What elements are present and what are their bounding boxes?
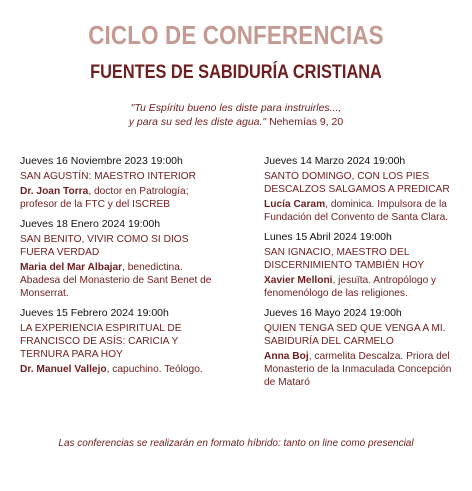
speaker-description: , capuchino. Teólogo. [106,364,203,375]
event-title: LA EXPERIENCIA ESPIRITUAL DE FRANCISCO DE ASÍS: CARICIA Y TERNURA PARA HOY [20,323,182,360]
event-speaker [264,350,464,389]
left-column [20,155,220,383]
speaker-name: Anna Boj [264,351,309,362]
speaker-name: Lucía Caram [264,199,326,210]
footer-note: Las conferencias se realizarán en formato híbrido: tanto on line como presencial [58,438,414,449]
speaker-name: Maria del Mar Albajar [20,262,123,273]
event-title: SAN BENITO, VIVIR COMO SI DIOS FUERA VERDAD [20,234,189,258]
event-date: Jueves 15 Febrero 2024 19:00h [20,307,169,319]
event-date: Jueves 18 Enero 2024 19:00h [20,218,161,230]
page-subtitle: FUENTES DE SABIDURÍA CRISTIANA [90,62,382,83]
event-card [20,307,220,376]
event-title: SAN AGUSTÍN: MAESTRO INTERIOR [20,171,197,182]
event-speaker [20,363,220,376]
speaker-name: Dr. Joan Torra [20,186,89,197]
speaker-description: , dominica. Impulsora de la Fundación del Convento de Santa Clara. [264,199,449,223]
speaker-description: , benedictina. Abadesa del Monasterio de Sant Benet de Monserrat. [20,262,212,299]
quote-reference: Nehemías 9, 20 [269,116,344,128]
event-date: Jueves 16 Mayo 2024 19:00h [264,307,402,319]
quote-line-1: "Tu Espíritu bueno les diste para instruirles..., [130,102,342,114]
event-title: QUIEN TENGA SED QUE VENGA A MI. SABIDURÍA DEL CARMELO [264,323,446,347]
event-speaker [264,198,464,224]
event-speaker [20,261,220,300]
event-card [20,218,220,300]
event-card [264,307,464,389]
quote-block [0,101,472,129]
event-date: Jueves 14 Marzo 2024 19:00h [264,155,406,167]
speaker-description: , carmelita Descalza. Priora del Monasterio de la Inmaculada Concepción de Mataró [264,351,452,388]
event-date: Lunes 15 Abril 2024 19:00h [264,231,392,243]
speaker-name: Dr. Manuel Vallejo [20,364,107,375]
quote-line-2: y para su sed les diste agua." [128,116,267,128]
event-card [264,231,464,300]
event-date: Jueves 16 Noviembre 2023 19:00h [20,155,183,167]
event-title: SANTO DOMINGO, CON LOS PIES DESCALZOS SALGAMOS A PREDICAR [264,171,450,195]
event-card [264,155,464,224]
speaker-description: , jesuïta. Antropólogo y fenomenólogo de las religiones. [264,275,437,299]
event-speaker [264,274,464,300]
event-card [20,155,220,211]
event-speaker [20,185,220,211]
event-title: SAN IGNACIO, MAESTRO DEL DISCERNIMIENTO TAMBIÉN HOY [264,247,425,271]
speaker-name: Xavier Melloni [264,275,333,286]
speaker-description: , doctor en Patrología; profesor de la FTC y del ISCREB [20,186,189,210]
page-title: CICLO DE CONFERENCIAS [88,20,384,50]
right-column [264,155,464,396]
